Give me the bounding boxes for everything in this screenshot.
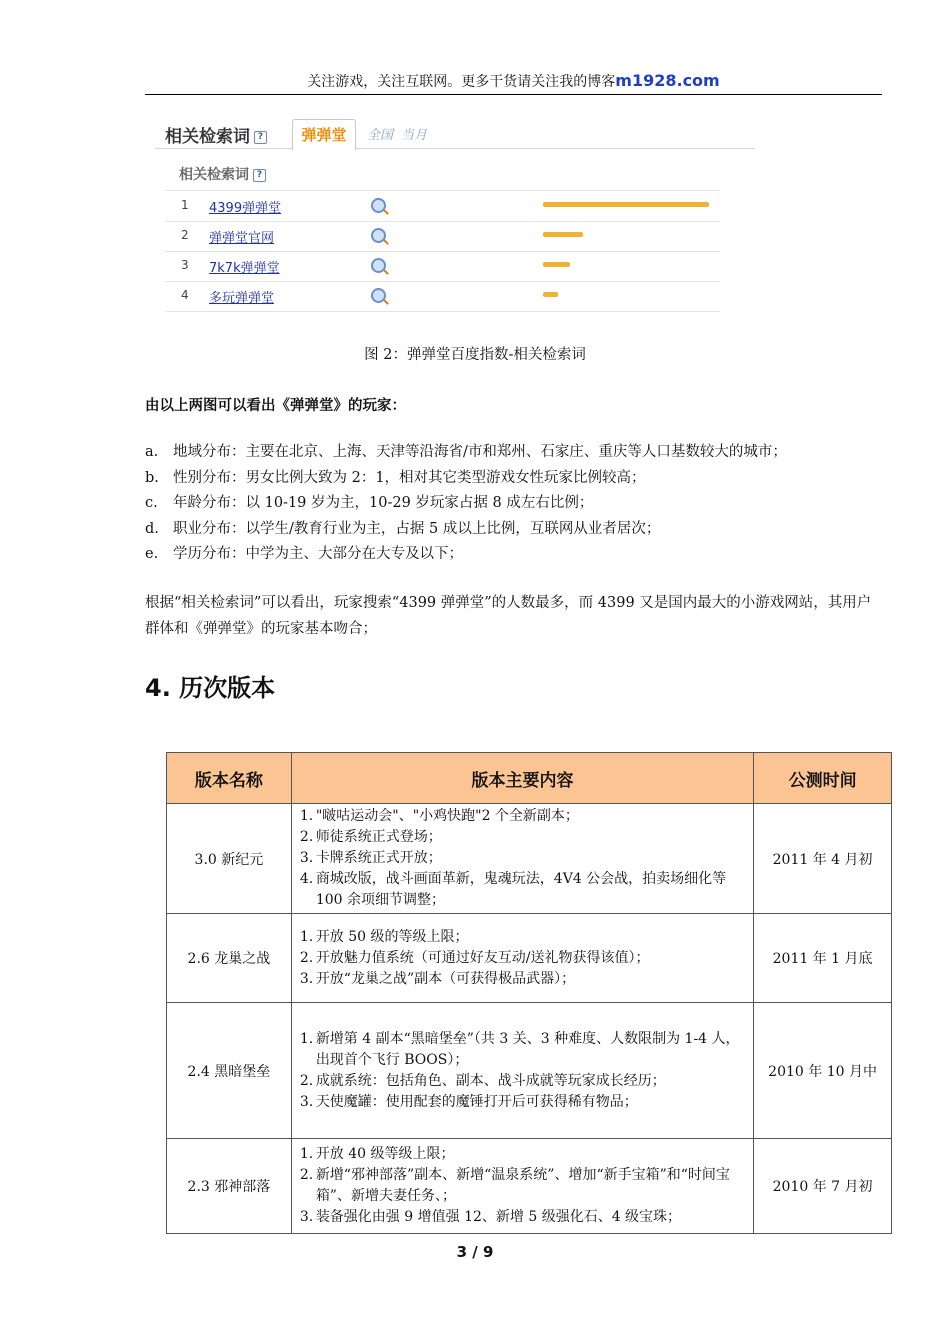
popularity-bar xyxy=(543,202,709,207)
keyword-link[interactable]: 弹弹堂官网 xyxy=(209,231,275,246)
list-item: c. 年龄分布：以 10-19 岁为主，10-29 岁玩家占据 8 成左右比例； xyxy=(145,495,594,511)
subtab-group xyxy=(367,124,435,143)
version-content: 1. 开放 50 级的等级上限； 2. 开放魅力值系统（可通过好友互动/送礼物获得该值）； 3. 开放“龙巢之战”副本（可获得极品武器）； xyxy=(291,914,753,1003)
column-header: 版本主要内容 xyxy=(291,753,753,804)
version-name: 2.6 龙巢之战 xyxy=(167,914,292,1003)
tab-divider xyxy=(155,148,755,149)
table-header-row xyxy=(167,753,892,804)
figure-caption: 图 2：弹弹堂百度指数-相关检索词 xyxy=(364,347,586,363)
magnifier-icon[interactable] xyxy=(371,258,386,273)
keyword-rank: 2 xyxy=(181,228,189,242)
subtab-current-month[interactable]: 当月 xyxy=(401,128,428,143)
analysis-list xyxy=(145,441,787,569)
version-name: 2.3 邪神部落 xyxy=(167,1139,292,1234)
release-date: 2010 年 7 月初 xyxy=(754,1139,892,1234)
popularity-bar xyxy=(543,292,558,297)
table-row xyxy=(167,914,892,1003)
keyword-row xyxy=(165,191,720,222)
column-header: 版本名称 xyxy=(167,753,292,804)
keyword-row xyxy=(165,281,720,312)
tab-dandantang[interactable]: 弹弹堂 xyxy=(292,119,356,151)
subtab-nationwide[interactable]: 全国 xyxy=(367,128,394,143)
conclusion-paragraph: 根据“相关检索词”可以看出，玩家搜索“4399 弹弹堂”的人数最多，而 4399 又是国内最大的小游戏网站，其用户群体和《弹弹堂》的玩家基本吻合； xyxy=(145,595,872,637)
version-content: 1. "啵咕运动会"、"小鸡快跑"2 个全新副本； 2. 师徒系统正式登场； 3. 卡牌系统正式开放； 4. 商城改版，战斗画面革新，鬼魂玩法，4V4 公会战，拍卖场细化等 100 余项细节调整； xyxy=(291,804,753,914)
list-item: b. 性别分布：男女比例大致为 2：1，相对其它类型游戏女性玩家比例较高； xyxy=(145,469,646,486)
version-name: 2.4 黑暗堡垒 xyxy=(167,1003,292,1139)
keyword-row xyxy=(165,251,720,282)
version-history-table xyxy=(166,752,892,1234)
blog-site-link[interactable]: m1928.com xyxy=(615,71,720,90)
version-content: 1. 开放 40 级等级上限； 2. 新增“邪神部落”副本、新增“温泉系统”、增加“新手宝箱”和“时间宝箱”、新增夫妻任务、； 3. 装备强化由强 9 增值强 12、新增 5 级强化石、4 级宝珠； xyxy=(291,1139,753,1234)
page-header xyxy=(145,70,882,95)
keyword-link[interactable]: 4399弹弹堂 xyxy=(209,201,282,216)
table-row xyxy=(167,1139,892,1234)
header-text: 关注游戏，关注互联网。更多干货请关注我的博客 xyxy=(307,74,616,90)
section-title: 4. 历次版本 xyxy=(145,674,276,702)
keyword-link[interactable]: 7k7k弹弹堂 xyxy=(209,261,280,276)
keyword-rank: 1 xyxy=(181,198,189,212)
release-date: 2011 年 1 月底 xyxy=(754,914,892,1003)
keyword-rank: 4 xyxy=(181,288,189,302)
version-name: 3.0 新纪元 xyxy=(167,804,292,914)
magnifier-icon[interactable] xyxy=(371,198,386,213)
related-search-screenshot xyxy=(155,112,755,324)
release-date: 2011 年 4 月初 xyxy=(754,804,892,914)
keyword-rank: 3 xyxy=(181,258,189,272)
list-item: e. 学历分布：中学为主、大部分在大专及以下； xyxy=(145,546,463,562)
intro-heading: 由以上两图可以看出《弹弹堂》的玩家： xyxy=(145,397,406,414)
popularity-bar xyxy=(543,262,570,267)
keyword-link[interactable]: 多玩弹弹堂 xyxy=(209,291,275,306)
help-icon[interactable]: ? xyxy=(254,131,267,144)
list-item: a. 地域分布：主要在北京、上海、天津等沿海省/市和郑州、石家庄、重庆等人口基数较大的城市； xyxy=(145,444,787,460)
help-icon[interactable]: ? xyxy=(253,169,266,182)
magnifier-icon[interactable] xyxy=(371,228,386,243)
table-row xyxy=(167,804,892,914)
popularity-bar xyxy=(543,232,583,237)
magnifier-icon[interactable] xyxy=(371,288,386,303)
list-item: d. 职业分布：以学生/教育行业为主，占据 5 成以上比例，互联网从业者居次； xyxy=(145,520,661,537)
column-header: 公测时间 xyxy=(754,753,892,804)
panel-title: 相关检索词 ? xyxy=(179,164,266,184)
version-content: 1. 新增第 4 副本“黑暗堡垒”（共 3 关、3 种难度、人数限制为 1-4 人，出现首个飞行 BOOS）； 2. 成就系统：包括角色、副本、战斗成就等玩家成长经历； 3. 天使魔罐：使用配套的魔锤打开后可获得稀有物品； xyxy=(291,1003,753,1139)
table-row xyxy=(167,1003,892,1139)
screenshot-title: 相关检索词 ? xyxy=(165,122,267,147)
release-date: 2010 年 10 月中 xyxy=(754,1003,892,1139)
keyword-row xyxy=(165,221,720,252)
page-number: 3 / 9 xyxy=(456,1243,494,1261)
